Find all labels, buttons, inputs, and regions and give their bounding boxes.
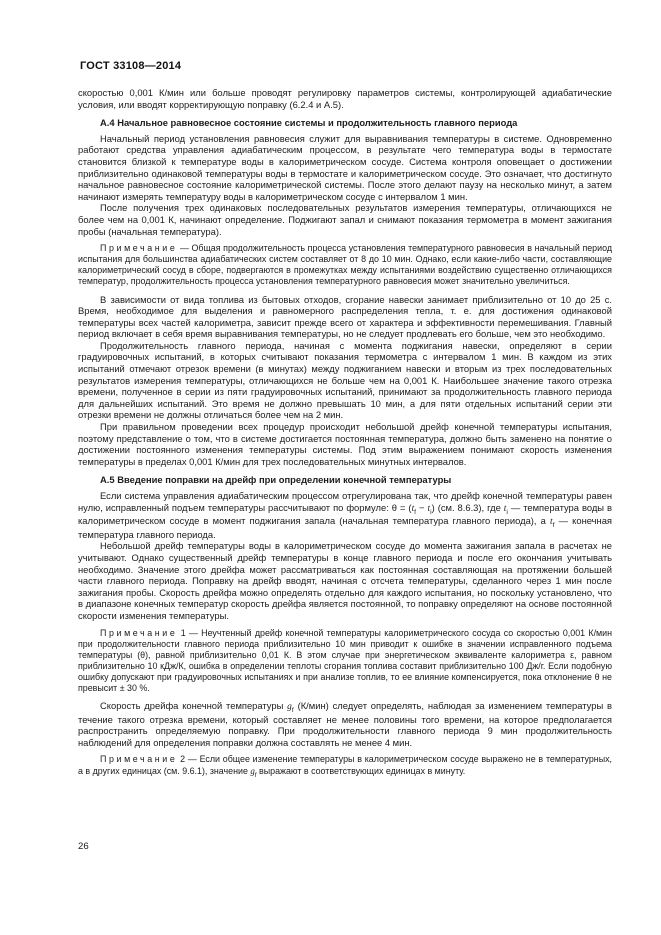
text-run: Если система управления адиабатическим процессом отрегулирована так, что дрейф конечной температуры равен нулю, исправленный подъем температуры рассчитывают по формуле: θ = (: [78, 490, 612, 513]
a5-note-2: [78, 754, 612, 779]
text-run: — температура воды в калориметрическом сосуде в момент поджигания запала (начальная температура главного периода), а: [78, 501, 612, 527]
a4-note: [78, 243, 612, 287]
section-a4-heading: А.4 Начальное равновесное состояние системы и продолжительность главного периода: [100, 117, 518, 129]
a4-paragraph-4: Продолжительность главного периода, начиная с момента поджигания навески, определяют в серии градуировочных испытаний, в которых считывают показания термометра с интервалом 1 мин. В каждом из этих испытаний отмечают отрезок времени (в минутах) между поджиганием навески и вторым из трех последовательных результатов измерения температуры, отличающихся не больше чем на 0,001 К. Наибольшее значение такого отрезка времени, полученное в серии из пяти градуировочных испытаний, принимают за продолжительность главного периода для дальнейших испытаний. Это время не должно превышать 10 мин, а для пяти отдельных испытаний серии эти отрезки времени не должны отличаться более чем на 2 мин.: [78, 339, 612, 421]
subscript-f: f: [552, 522, 555, 530]
note-text: выражают в соответствующих единицах в минуту.: [256, 765, 466, 776]
var-g-drift: g: [250, 765, 255, 776]
note-separator: —: [177, 243, 192, 254]
note-label: Примечание: [100, 243, 178, 254]
subscript-f: f: [291, 706, 294, 714]
note-separator: 2 —: [177, 754, 200, 765]
text-run: (К/мин) следует определять, наблюдая за изменением температуры в течение такого отрезка времени, который составляет не менее половины того времени, на которое предполагается распространить определяемую поправку. При продолжительности главного периода 9 мин продолжительность наблюдений для определения поправки должна составлять не менее 4 мин.: [78, 700, 612, 748]
note-separator: 1 —: [177, 627, 202, 638]
text-run: ) (см. 8.6.3), где: [431, 501, 504, 513]
a4-paragraph-1: Начальный период установления равновесия служит для выравнивания температуры в системе. Одновременно работают средства управления адиабатическим процессом, в результате чего температура воды в термостате становится близкой к температуре воды в калориметрическом сосуде. Система контроля оповещает о достижении приблизительно одинаковой температуры воды в термостате и калориметрическом сосуде. Это означает, что достигнуто начальное равновесное состояние калориметрической системы. После этого делают паузу на несколько минут, а затем начинают измерять температуру воды в калориметрическом сосуде с интервалом 1 мин.: [78, 132, 612, 202]
page-header: ГОСТ 33108—2014: [80, 60, 182, 72]
note-text: Общая продолжительность процесса установления температурного равновесия в начальный период испытания для большинства адиабатических систем составляет от 8 до 10 мин. Однако, если какие-либо части, составляющие калориметрический сосуд в сборе, подвергаются в промежутках между испытаниями воздействию существенно отличающихся температур, продолжительность процесса установления температурного равновесия может значительно увеличиться.: [78, 243, 612, 287]
note-label: Примечание: [100, 754, 178, 765]
a4-paragraph-2: После получения трех одинаковых последовательных результатов измерения температуры, отличающихся не более чем на 0,001 К, начинают определение. Поджигают запал и снимают показания термометра в момент зажигания пробы (начальная температура).: [78, 202, 612, 237]
subscript-f: f: [254, 771, 257, 779]
a5-paragraph-2: Небольшой дрейф температуры воды в калориметрическом сосуде до момента зажигания запала в расчетах не учитывают. Однако существенный дрейф температуры в конце главного периода и после его окончания учитывать необходимо. Значение этого дрейфа может рассматриваться как постоянная составляющая на протяжении большей части главного периода. Поправку на дрейф вводят, начиная с отсчета температуры, сделанного через 1 мин после зажигания пробы. Скорость дрейфа можно определять отдельно для каждого испытания, но поскольку установлено, что в диапазоне конечных температур скорость дрейфа является постоянной, то поправку определяют на основе постоянной скорости изменения температуры.: [78, 540, 612, 621]
var-t-initial: t: [427, 503, 431, 514]
a5-note-1: [78, 628, 612, 695]
a5-paragraph-3: [78, 700, 612, 748]
text-run: — конечная температура главного периода.: [78, 515, 613, 540]
a4-paragraph-3: В зависимости от вида топлива из бытовых отходов, сгорание навески занимает приблизительно от 10 до 25 с. Время, необходимое для выделения и равномерного распределения тепла, т. е. для достижения одинаковой температуры всех частей калориметра, зависит прежде всего от характера и эффективности перемешивания. Главный период включает в себя время выравнивания температуры, но не следует продлевать его больше, чем это необходимо.: [78, 293, 612, 340]
var-t-final: t: [411, 503, 415, 514]
var-g-drift: g: [287, 702, 292, 713]
subscript-i: i: [506, 508, 508, 516]
text-run: −: [416, 501, 428, 513]
subscript-f: f: [414, 508, 417, 516]
a4-paragraph-5: При правильном проведении всех процедур происходит небольшой дрейф конечной температуры испытания, поэтому представление о том, что в системе достигается постоянная температура, должно быть заменено на понятие о достижении постоянного изменения температуры системы. Под этим выражением понимают скорость изменения температуры в пределах 0,001 К/мин для трех последовательных минутных интервалов.: [78, 421, 612, 467]
note-text: Если общее изменение температуры в калориметрическом сосуде выражено не в температурных, а в других единицах (см. 9.6.1), значение: [78, 754, 612, 776]
section-a5-heading: А.5 Введение поправки на дрейф при определении конечной температуры: [100, 474, 452, 486]
var-t-initial: t: [503, 503, 507, 514]
note-text: Неучтенный дрейф конечной температуры калориметрического сосуда со скоростью 0,001 К/мин при продолжительности главного периода приблизительно 10 мин приводит к ошибке в значении исправленного подъема температуры (θ), равной приблизительно 0,01 К. В этом случае при энергетическом эквиваленте калориметра ε, равном приблизительно 10 кДж/К, ошибка в определении теплоты сгорания топлива составит приблизительно 100 Дж/г. Если подобную ошибку допускают при градуировочных испытаниях и при анализе топлив, то ее влияние компенсируется, пока отклонение θ не превысит ± 30 %.: [78, 627, 612, 693]
page-number: 26: [78, 841, 89, 852]
subscript-i: i: [430, 508, 432, 516]
text-run: Скорость дрейфа конечной температуры: [100, 700, 288, 712]
intro-paragraph: скоростью 0,001 К/мин или больше проводят регулировку параметров системы, контролирующей адиабатические условия, или вводят корректирующую поправку (6.2.4 и А.5).: [78, 87, 612, 110]
a5-paragraph-1: [78, 490, 612, 540]
document-body: [78, 87, 612, 783]
var-t-final: t: [550, 517, 553, 528]
note-label: Примечание: [100, 627, 178, 638]
